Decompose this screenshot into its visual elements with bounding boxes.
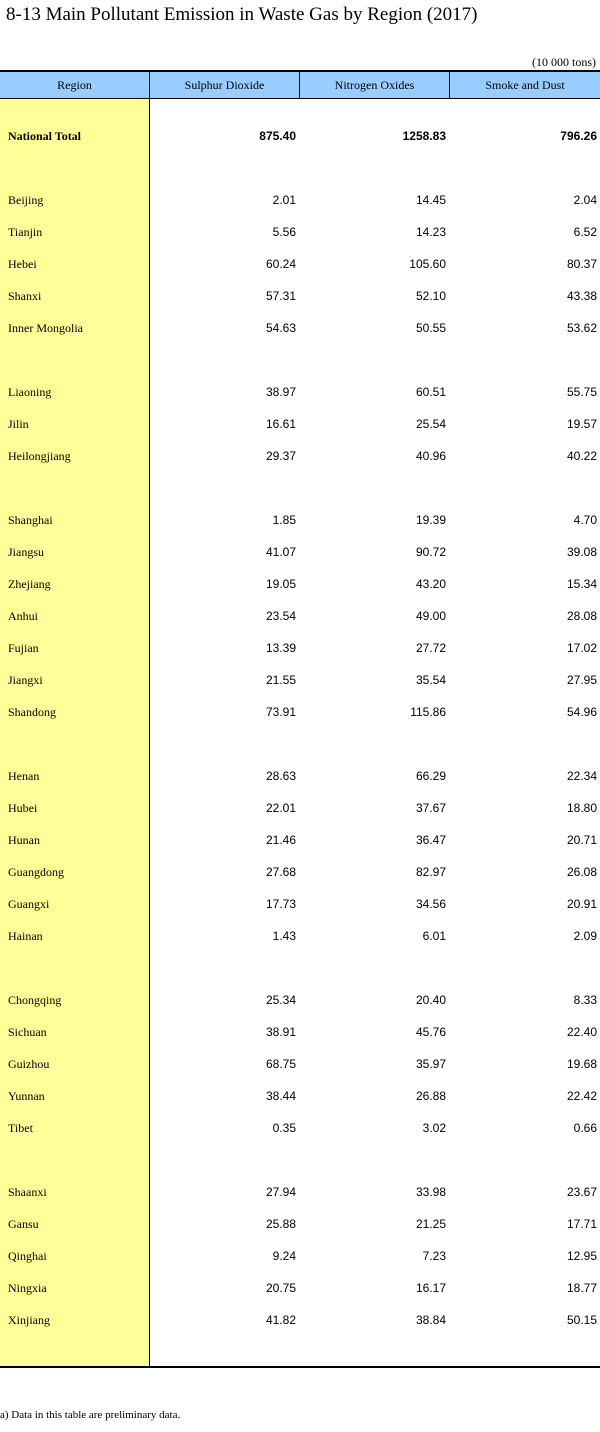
nitrogen-oxides-value: 40.96 — [415, 449, 446, 463]
region-name: Yunnan — [8, 1089, 45, 1103]
smoke-and-dust-value: 43.38 — [566, 289, 597, 303]
table-row — [0, 702, 600, 722]
nitrogen-oxides-value: 7.23 — [422, 1249, 446, 1263]
table-row — [0, 1118, 600, 1138]
region-name: Tibet — [8, 1121, 33, 1135]
nitrogen-oxides-value: 20.40 — [415, 993, 446, 1007]
nitrogen-oxides-value: 38.84 — [415, 1313, 446, 1327]
nitrogen-oxides-value: 60.51 — [415, 385, 446, 399]
nitrogen-oxides-value: 45.76 — [415, 1025, 446, 1039]
nitrogen-oxides-value: 26.88 — [415, 1089, 446, 1103]
nitrogen-oxides-value: 37.67 — [415, 801, 446, 815]
sulphur-dioxide-value: 29.37 — [265, 449, 296, 463]
nitrogen-oxides-value: 14.23 — [415, 225, 446, 239]
region-name: Beijing — [8, 193, 44, 207]
sulphur-dioxide-value: 25.88 — [265, 1217, 296, 1231]
region-name: Zhejiang — [8, 577, 51, 591]
smoke-and-dust-value: 19.57 — [566, 417, 597, 431]
sulphur-dioxide-value: 2.01 — [272, 193, 296, 207]
nitrogen-oxides-value: 52.10 — [415, 289, 446, 303]
table-row — [0, 638, 600, 658]
footnote: a) Data in this table are preliminary data. — [0, 1409, 181, 1421]
sulphur-dioxide-value: 13.39 — [265, 641, 296, 655]
smoke-and-dust-value: 18.77 — [566, 1281, 597, 1295]
region-name: Guangxi — [8, 897, 50, 911]
table-row — [0, 1086, 600, 1106]
nitrogen-oxides-value: 16.17 — [415, 1281, 446, 1295]
smoke-and-dust-value: 54.96 — [566, 705, 597, 719]
table-row — [0, 670, 600, 690]
nitrogen-oxides-value: 35.54 — [415, 673, 446, 687]
sulphur-dioxide-value: 54.63 — [265, 321, 296, 335]
table-row — [0, 1278, 600, 1298]
sulphur-dioxide-value: 68.75 — [265, 1057, 296, 1071]
nitrogen-oxides-value: 27.72 — [415, 641, 446, 655]
sulphur-dioxide-value: 38.97 — [265, 385, 296, 399]
table-header — [0, 70, 600, 99]
sulphur-dioxide-value: 20.75 — [265, 1281, 296, 1295]
smoke-and-dust-value: 53.62 — [566, 321, 597, 335]
nitrogen-oxides-value: 19.39 — [415, 513, 446, 527]
sulphur-dioxide-value: 60.24 — [265, 257, 296, 271]
sulphur-dioxide-value: 25.34 — [265, 993, 296, 1007]
smoke-and-dust-value: 40.22 — [566, 449, 597, 463]
sulphur-dioxide-value: 38.44 — [265, 1089, 296, 1103]
region-name: Tianjin — [8, 225, 43, 239]
sulphur-dioxide-value: 23.54 — [265, 609, 296, 623]
sulphur-dioxide-value: 0.35 — [272, 1121, 296, 1135]
sulphur-dioxide-value: 27.68 — [265, 865, 296, 879]
table-row — [0, 1182, 600, 1202]
sulphur-dioxide-value: 1.43 — [272, 929, 296, 943]
sulphur-dioxide-value: 57.31 — [265, 289, 296, 303]
table-row — [0, 1310, 600, 1330]
smoke-and-dust-value: 23.67 — [566, 1185, 597, 1199]
table-row — [0, 286, 600, 306]
header-region: Region — [57, 77, 92, 92]
region-name: Anhui — [8, 609, 38, 623]
region-name: Guangdong — [8, 865, 64, 879]
region-name: National Total — [8, 129, 82, 143]
nitrogen-oxides-value: 33.98 — [415, 1185, 446, 1199]
nitrogen-oxides-value: 1258.83 — [402, 129, 446, 143]
smoke-and-dust-value: 796.26 — [560, 129, 597, 143]
region-name: Ningxia — [8, 1281, 47, 1295]
smoke-and-dust-value: 8.33 — [573, 993, 597, 1007]
region-name: Fujian — [8, 641, 39, 655]
sulphur-dioxide-value: 5.56 — [272, 225, 296, 239]
sulphur-dioxide-value: 1.85 — [272, 513, 296, 527]
sulphur-dioxide-value: 21.55 — [265, 673, 296, 687]
region-name: Hubei — [8, 801, 38, 815]
smoke-and-dust-value: 39.08 — [566, 545, 597, 559]
region-name: Shaanxi — [8, 1185, 47, 1199]
region-name: Shandong — [8, 705, 56, 719]
sulphur-dioxide-value: 27.94 — [265, 1185, 296, 1199]
nitrogen-oxides-value: 36.47 — [415, 833, 446, 847]
smoke-and-dust-value: 20.91 — [566, 897, 597, 911]
sulphur-dioxide-value: 28.63 — [265, 769, 296, 783]
region-name: Jiangsu — [8, 545, 44, 559]
nitrogen-oxides-value: 35.97 — [415, 1057, 446, 1071]
table-row — [0, 1054, 600, 1074]
nitrogen-oxides-value: 82.97 — [415, 865, 446, 879]
table-row — [0, 1246, 600, 1266]
page-title: 8-13 Main Pollutant Emission in Waste Gas by Region (2017) — [6, 4, 478, 25]
table-row — [0, 510, 600, 530]
smoke-and-dust-value: 55.75 — [566, 385, 597, 399]
table-row — [0, 222, 600, 242]
table-row — [0, 926, 600, 946]
region-name: Hainan — [8, 929, 43, 943]
nitrogen-oxides-value: 50.55 — [415, 321, 446, 335]
sulphur-dioxide-value: 9.24 — [272, 1249, 296, 1263]
table-row — [0, 894, 600, 914]
smoke-and-dust-value: 50.15 — [566, 1313, 597, 1327]
smoke-and-dust-value: 20.71 — [566, 833, 597, 847]
header-sulphur-dioxide: Sulphur Dioxide — [149, 72, 299, 98]
region-name: Inner Mongolia — [8, 321, 83, 335]
region-name: Heilongjiang — [8, 449, 71, 463]
header-nitrogen-oxides: Nitrogen Oxides — [299, 72, 449, 98]
nitrogen-oxides-value: 43.20 — [415, 577, 446, 591]
table-row — [0, 126, 600, 146]
table-row — [0, 190, 600, 210]
region-name: Hebei — [8, 257, 37, 271]
table-row — [0, 1022, 600, 1042]
smoke-and-dust-value: 17.02 — [566, 641, 597, 655]
table-row — [0, 798, 600, 818]
table-row — [0, 1214, 600, 1234]
nitrogen-oxides-value: 66.29 — [415, 769, 446, 783]
smoke-and-dust-value: 6.52 — [573, 225, 597, 239]
smoke-and-dust-value: 17.71 — [566, 1217, 597, 1231]
smoke-and-dust-value: 28.08 — [566, 609, 597, 623]
smoke-and-dust-value: 4.70 — [573, 513, 597, 527]
table-row — [0, 542, 600, 562]
table-row — [0, 446, 600, 466]
smoke-and-dust-value: 18.80 — [566, 801, 597, 815]
region-name: Jiangxi — [8, 673, 43, 687]
table-row — [0, 574, 600, 594]
smoke-and-dust-value: 80.37 — [566, 257, 597, 271]
header-smoke-and-dust: Smoke and Dust — [449, 72, 600, 98]
region-name: Qinghai — [8, 1249, 47, 1263]
emission-table — [0, 70, 600, 1367]
region-name: Xinjiang — [8, 1313, 50, 1327]
smoke-and-dust-value: 27.95 — [566, 673, 597, 687]
sulphur-dioxide-value: 41.82 — [265, 1313, 296, 1327]
nitrogen-oxides-value: 115.86 — [410, 705, 446, 719]
smoke-and-dust-value: 22.34 — [566, 769, 597, 783]
nitrogen-oxides-value: 49.00 — [415, 609, 446, 623]
table-row — [0, 766, 600, 786]
smoke-and-dust-value: 22.40 — [566, 1025, 597, 1039]
sulphur-dioxide-value: 16.61 — [265, 417, 296, 431]
table-row — [0, 606, 600, 626]
table-bottom-rule — [0, 1366, 600, 1368]
region-name: Shanghai — [8, 513, 53, 527]
smoke-and-dust-value: 2.04 — [573, 193, 597, 207]
nitrogen-oxides-value: 25.54 — [415, 417, 446, 431]
table-row — [0, 382, 600, 402]
region-name: Jilin — [8, 417, 29, 431]
smoke-and-dust-value: 0.66 — [573, 1121, 597, 1135]
sulphur-dioxide-value: 22.01 — [265, 801, 296, 815]
region-name: Chongqing — [8, 993, 62, 1007]
sulphur-dioxide-value: 73.91 — [265, 705, 296, 719]
nitrogen-oxides-value: 3.02 — [422, 1121, 446, 1135]
smoke-and-dust-value: 2.09 — [573, 929, 597, 943]
sulphur-dioxide-value: 17.73 — [265, 897, 296, 911]
sulphur-dioxide-value: 875.40 — [259, 129, 296, 143]
nitrogen-oxides-value: 34.56 — [415, 897, 446, 911]
table-row — [0, 990, 600, 1010]
region-name: Henan — [8, 769, 40, 783]
nitrogen-oxides-value: 90.72 — [415, 545, 446, 559]
nitrogen-oxides-value: 105.60 — [409, 257, 446, 271]
sulphur-dioxide-value: 21.46 — [265, 833, 296, 847]
region-name: Liaoning — [8, 385, 52, 399]
table-row — [0, 414, 600, 434]
table-row — [0, 318, 600, 338]
sulphur-dioxide-value: 19.05 — [265, 577, 296, 591]
region-name: Gansu — [8, 1217, 39, 1231]
nitrogen-oxides-value: 21.25 — [415, 1217, 446, 1231]
region-name: Guizhou — [8, 1057, 50, 1071]
smoke-and-dust-value: 26.08 — [566, 865, 597, 879]
sulphur-dioxide-value: 38.91 — [265, 1025, 296, 1039]
sulphur-dioxide-value: 41.07 — [265, 545, 296, 559]
nitrogen-oxides-value: 6.01 — [422, 929, 446, 943]
table-row — [0, 862, 600, 882]
unit-label: (10 000 tons) — [532, 55, 596, 69]
nitrogen-oxides-value: 14.45 — [415, 193, 446, 207]
smoke-and-dust-value: 19.68 — [566, 1057, 597, 1071]
region-name: Shanxi — [8, 289, 42, 303]
smoke-and-dust-value: 22.42 — [566, 1089, 597, 1103]
table-row — [0, 254, 600, 274]
region-name: Hunan — [8, 833, 40, 847]
table-row — [0, 830, 600, 850]
smoke-and-dust-value: 15.34 — [566, 577, 597, 591]
smoke-and-dust-value: 12.95 — [566, 1249, 597, 1263]
region-name: Sichuan — [8, 1025, 47, 1039]
